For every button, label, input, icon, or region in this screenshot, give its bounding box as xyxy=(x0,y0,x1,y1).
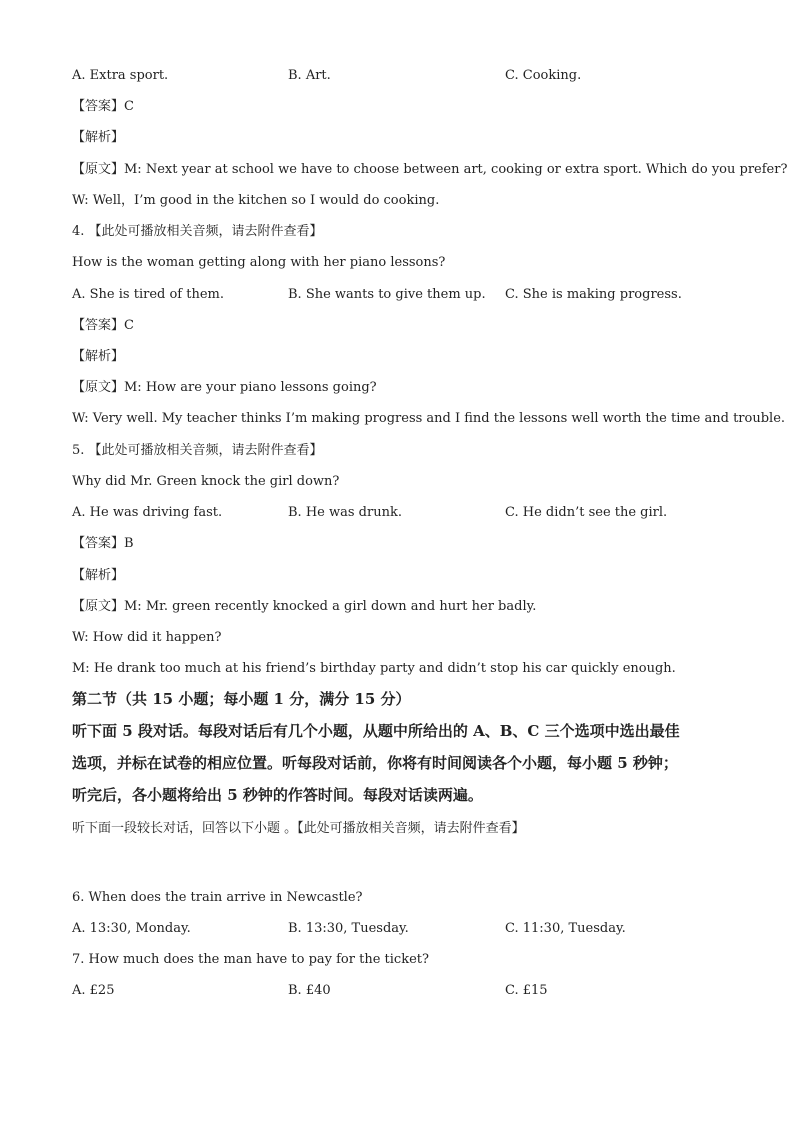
q4-option-a: A. She is tired of them. xyxy=(72,287,224,302)
q3-option-b: B. Art. xyxy=(288,68,331,83)
q7-option-b: B. £40 xyxy=(288,983,331,998)
q4-option-b: B. She wants to give them up. xyxy=(288,287,486,302)
q4-transcript-line-2: W: Very well. My teacher thinks I’m making progress and I find the lessons well worth the time and trouble. xyxy=(72,411,786,426)
q5-question: Why did Mr. Green knock the girl down? xyxy=(72,474,340,489)
q3-option-a: A. Extra sport. xyxy=(72,68,169,83)
q3-answer: 【答案】C xyxy=(72,99,134,114)
q6-option-a: A. 13:30, Monday. xyxy=(72,921,191,936)
q4-option-c: C. She is making progress. xyxy=(505,287,682,302)
q4-options xyxy=(72,287,732,303)
q3-analysis: 【解析】 xyxy=(72,130,125,145)
section2-title: 第二节（共 15 小题；每小题 1 分，满分 15 分） xyxy=(72,690,411,708)
q6-options xyxy=(72,921,732,937)
q7-options xyxy=(72,983,732,999)
q4-header: 4. 【此处可播放相关音频，请去附件查看】 xyxy=(72,224,323,239)
q3-transcript-line-1: 【原文】M: Next year at school we have to choose between art, cooking or extra sport. Which do you prefer? xyxy=(72,162,788,177)
q5-options xyxy=(72,505,732,521)
q7-question: 7. How much does the man have to pay for the ticket? xyxy=(72,952,429,967)
q5-transcript-line-2: W: How did it happen? xyxy=(72,630,222,645)
section2-instructions-line-2: 选项，并标在试卷的相应位置。听每段对话前，你将有时间阅读各个小题，每小题 5 秒钟； xyxy=(72,754,678,772)
section2-instructions-line-3: 听完后，各小题将给出 5 秒钟的作答时间。每段对话读两遍。 xyxy=(72,786,483,804)
q6-question: 6. When does the train arrive in Newcastle? xyxy=(72,890,363,905)
q5-answer: 【答案】B xyxy=(72,536,134,551)
q4-question: How is the woman getting along with her piano lessons? xyxy=(72,255,446,270)
q5-option-c: C. He didn’t see the girl. xyxy=(505,505,668,520)
q4-answer: 【答案】C xyxy=(72,318,134,333)
q5-transcript-line-3: M: He drank too much at his friend’s birthday party and didn’t stop his car quickly enough. xyxy=(72,661,676,676)
q5-analysis: 【解析】 xyxy=(72,568,125,583)
q7-option-a: A. £25 xyxy=(72,983,115,998)
q5-transcript-line-1: 【原文】M: Mr. green recently knocked a girl down and hurt her badly. xyxy=(72,599,537,614)
q5-option-a: A. He was driving fast. xyxy=(72,505,223,520)
q6-option-c: C. 11:30, Tuesday. xyxy=(505,921,626,936)
section2-prompt: 听下面一段较长对话，回答以下小题 。【此处可播放相关音频，请去附件查看】 xyxy=(72,821,525,836)
q6-option-b: B. 13:30, Tuesday. xyxy=(288,921,409,936)
q3-option-c: C. Cooking. xyxy=(505,68,582,83)
q7-option-c: C. £15 xyxy=(505,983,548,998)
q4-transcript-line-1: 【原文】M: How are your piano lessons going? xyxy=(72,380,377,395)
q5-header: 5. 【此处可播放相关音频，请去附件查看】 xyxy=(72,443,323,458)
q3-options xyxy=(72,68,732,84)
q3-transcript-line-2: W: Well，I’m good in the kitchen so I would do cooking. xyxy=(72,193,440,208)
q5-option-b: B. He was drunk. xyxy=(288,505,402,520)
q4-analysis: 【解析】 xyxy=(72,349,125,364)
section2-instructions-line-1: 听下面 5 段对话。每段对话后有几个小题，从题中所给出的 A、B、C 三个选项中选出最佳 xyxy=(72,722,680,740)
